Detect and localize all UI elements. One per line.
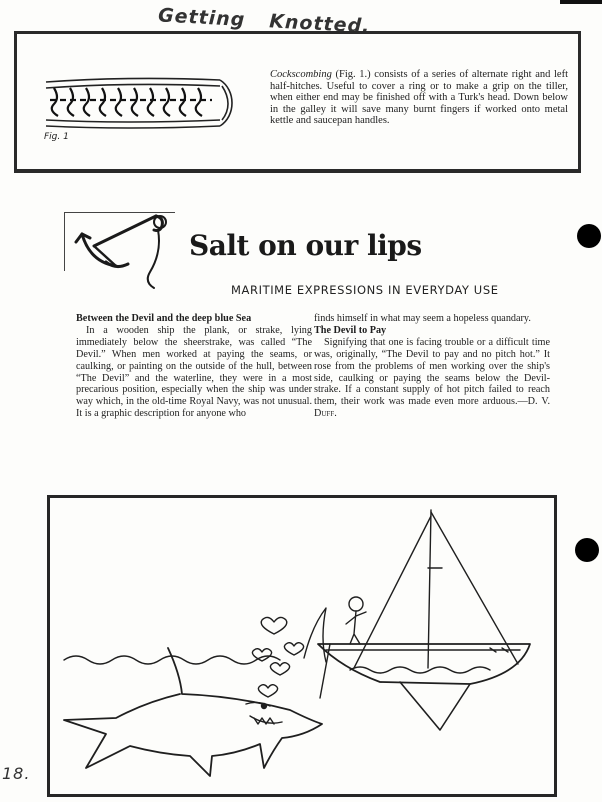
binder-hole-bottom <box>575 538 599 562</box>
section-heading-devil-sea: Between the Devil and the deep blue Sea <box>76 313 252 324</box>
page-number: 18. <box>2 764 31 783</box>
figure-label: Fig. 1 <box>44 132 69 142</box>
knot-term: Cockscombing <box>270 69 332 80</box>
anchor-icon <box>64 212 184 292</box>
knot-body: (Fig. 1.) consists of a series of alternate right and left half-hitches. Useful to cover a ring or to make a grip on the tiller, when either end may be finished off with a Turk's head. Down below in the galley it will save many burnt fingers if worked onto metal kettle and saucepan handles. <box>270 69 568 127</box>
section-body-text: Signifying that one is facing trouble or a difficult time was, originally, “The Devil to pay and no pitch hot.” It rose from the problems of men working over the ship's side, caulking or paying the seams below the Devil-strake. If a constant supply of hot pitch failed to reach them, their work was made even more arduous.—D. V. <box>314 336 550 408</box>
section-heading-devil-pay: The Devil to Pay <box>314 324 387 336</box>
article-column-left <box>76 313 312 420</box>
section-body-devil-pay <box>314 337 550 420</box>
section-body-devil-sea: In a wooden ship the plank, or strake, lying immediately below the sheerstrake, was called “The Devil.” When men worked at paying the seams, or caulking, or painting on the outside of the hull, between “The Devil” and the waterline, they were in a most precarious position, especially when the ship was under way which, in the old-time Royal Navy, was not unusual. It is a graphic description for anyone who <box>76 324 312 420</box>
article-subtitle: MARITIME EXPRESSIONS IN EVERYDAY USE <box>231 283 499 297</box>
section-continued-text: finds himself in what may seem a hopeless quandary. <box>314 313 531 324</box>
heading-word-1: Getting <box>157 4 246 31</box>
cockscomb-knot-illustration <box>40 68 238 152</box>
author-surname: Duff. <box>314 408 337 420</box>
article-title: Salt on our lips <box>189 229 422 262</box>
shark-and-yacht-cartoon <box>50 498 554 794</box>
top-edge-mark <box>560 0 602 4</box>
article-column-right <box>314 313 550 420</box>
heading-word-2: Knotted. <box>268 10 371 38</box>
binder-hole-top <box>577 224 601 248</box>
knot-description <box>270 69 568 127</box>
